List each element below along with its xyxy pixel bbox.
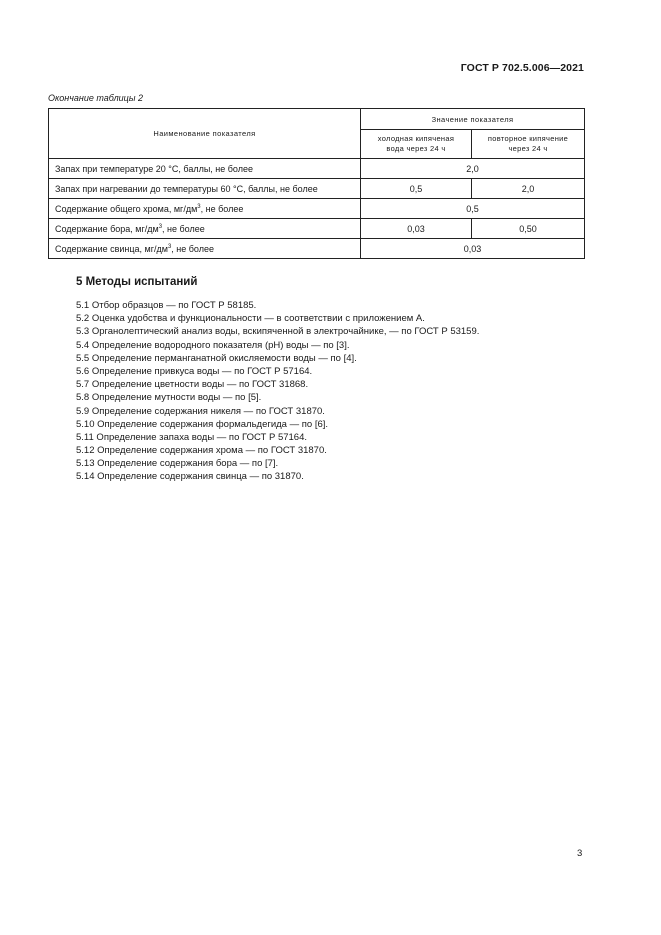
indicators-table [48,108,585,259]
list-item: 5.8 Определение мутности воды — по [5]. [76,392,262,404]
list-item: 5.4 Определение водородного показателя (рН) воды — по [3]. [76,339,350,351]
superscript: 3 [158,223,163,230]
list-item: 5.3 Органолептический анализ воды, вскипяченной в электрочайнике, — по ГОСТ Р 53159. [76,326,480,338]
superscript: 3 [197,203,201,210]
row-name [49,239,361,259]
row-name-suffix: , не более [162,223,205,234]
list-item: 5.5 Определение перманганатной окисляемости воды — по [4]. [76,352,357,364]
list-item: 5.12 Определение содержания хрома — по ГОСТ 31870. [76,445,327,457]
list-item: 5.14 Определение содержания свинца — по 31870. [76,471,304,483]
row-name [49,199,361,219]
document-code: ГОСТ Р 702.5.006—2021 [460,62,584,74]
list-item: 5.11 Определение запаха воды — по ГОСТ Р 57164. [76,431,308,443]
row-name-text: Содержание свинца, мг/дм [55,243,168,254]
column-group-header: Значение показателя [361,109,585,130]
table-row [49,159,585,179]
page-number: 3 [577,848,583,859]
row-name [49,219,361,239]
table-row [49,179,585,199]
row-name: Запах при температуре 20 °С, баллы, не более [49,159,361,179]
table-header-row [49,109,585,130]
list-item: 5.2 Оценка удобства и функциональности — в соответствии с приложением А. [76,313,425,325]
list-item: 5.1 Отбор образцов — по ГОСТ Р 58185. [76,300,257,311]
row-name-suffix: , не более [171,243,214,254]
list-item: 5.6 Определение привкуса воды — по ГОСТ Р 57164. [76,365,313,377]
row-value: 0,03 [361,239,585,259]
list-item: 5.10 Определение содержания формальдегида — по [6]. [76,418,329,430]
list-item: 5.7 Определение цветности воды — по ГОСТ 31868. [76,379,309,391]
subcolumn-header-cold-water [361,130,472,159]
subcolumn-header-reboil-line1: повторное кипячение [487,134,569,143]
table-row [49,199,585,219]
row-name-suffix: , не более [200,203,244,214]
methods-list [76,299,479,484]
subcolumn-header-cold-water-line1: холодная кипяченая [377,134,455,143]
section-title: 5 Методы испытаний [76,276,198,288]
row-value: 0,5 [361,199,585,219]
row-name-text: Содержание бора, мг/дм [55,223,159,234]
row-value-cold: 0,5 [361,179,472,199]
column-header-name: Наименование показателя [49,109,361,159]
row-name: Запах при нагревании до температуры 60 °С, баллы, не более [49,179,361,199]
list-item: 5.9 Определение содержания никеля — по ГОСТ 31870. [76,405,325,417]
subcolumn-header-cold-water-line2: вода через 24 ч [386,144,446,153]
table-row [49,219,585,239]
table-caption: Окончание таблицы 2 [48,93,143,103]
row-value: 2,0 [361,159,585,179]
list-item: 5.13 Определение содержания бора — по [7]. [76,458,279,470]
row-value-reboil: 0,50 [472,219,585,239]
table-row [49,239,585,259]
row-value-cold: 0,03 [361,219,472,239]
subcolumn-header-reboil-line2: через 24 ч [508,144,548,153]
row-name-text: Содержание общего хрома, мг/дм [55,203,198,214]
row-value-reboil: 2,0 [472,179,585,199]
subcolumn-header-reboil [472,130,585,159]
superscript: 3 [167,243,172,250]
